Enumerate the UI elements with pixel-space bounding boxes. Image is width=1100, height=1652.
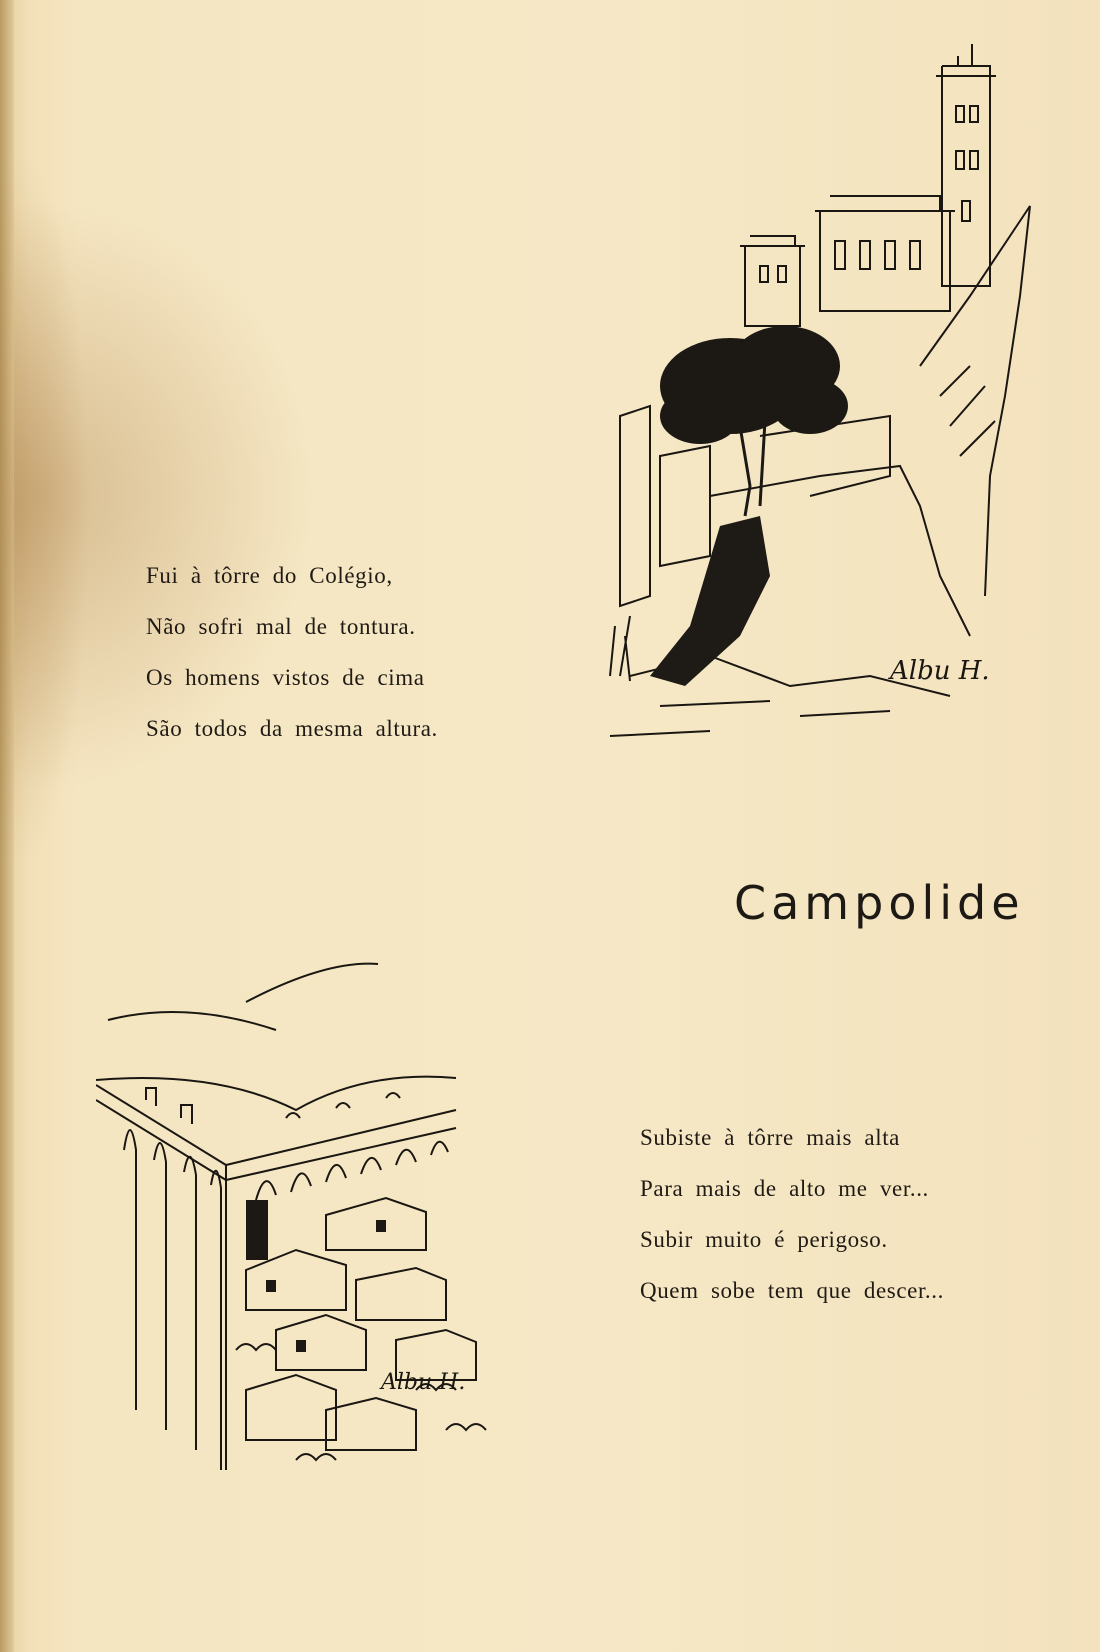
- aqueduct-town-sketch: [96, 950, 516, 1520]
- paper-stain: [0, 150, 90, 870]
- poem-2-line-4: Quem sobe tem que descer...: [640, 1278, 944, 1303]
- poem-2-line-3: Subir muito é perigoso.: [640, 1227, 888, 1252]
- castle-tower-sketch: [590, 36, 1040, 756]
- illustration-castle-tower: [590, 36, 1040, 756]
- poem-2-line-1: Subiste à tôrre mais alta: [640, 1125, 900, 1150]
- signature-2: Albu H.: [381, 1370, 466, 1395]
- poem-2: [640, 1112, 944, 1316]
- poem-2-line-2: Para mais de alto me ver...: [640, 1176, 929, 1201]
- illustration-aqueduct-town: [96, 950, 516, 1520]
- page-title: Campolide: [734, 876, 1025, 930]
- poem-1-line-3: Os homens vistos de cima: [146, 665, 425, 690]
- poem-1: [146, 550, 438, 754]
- poem-1-line-4: São todos da mesma altura.: [146, 716, 438, 741]
- signature-1: Albu H.: [890, 656, 990, 686]
- poem-1-line-2: Não sofri mal de tontura.: [146, 614, 416, 639]
- poem-1-line-1: Fui à tôrre do Colégio,: [146, 563, 393, 588]
